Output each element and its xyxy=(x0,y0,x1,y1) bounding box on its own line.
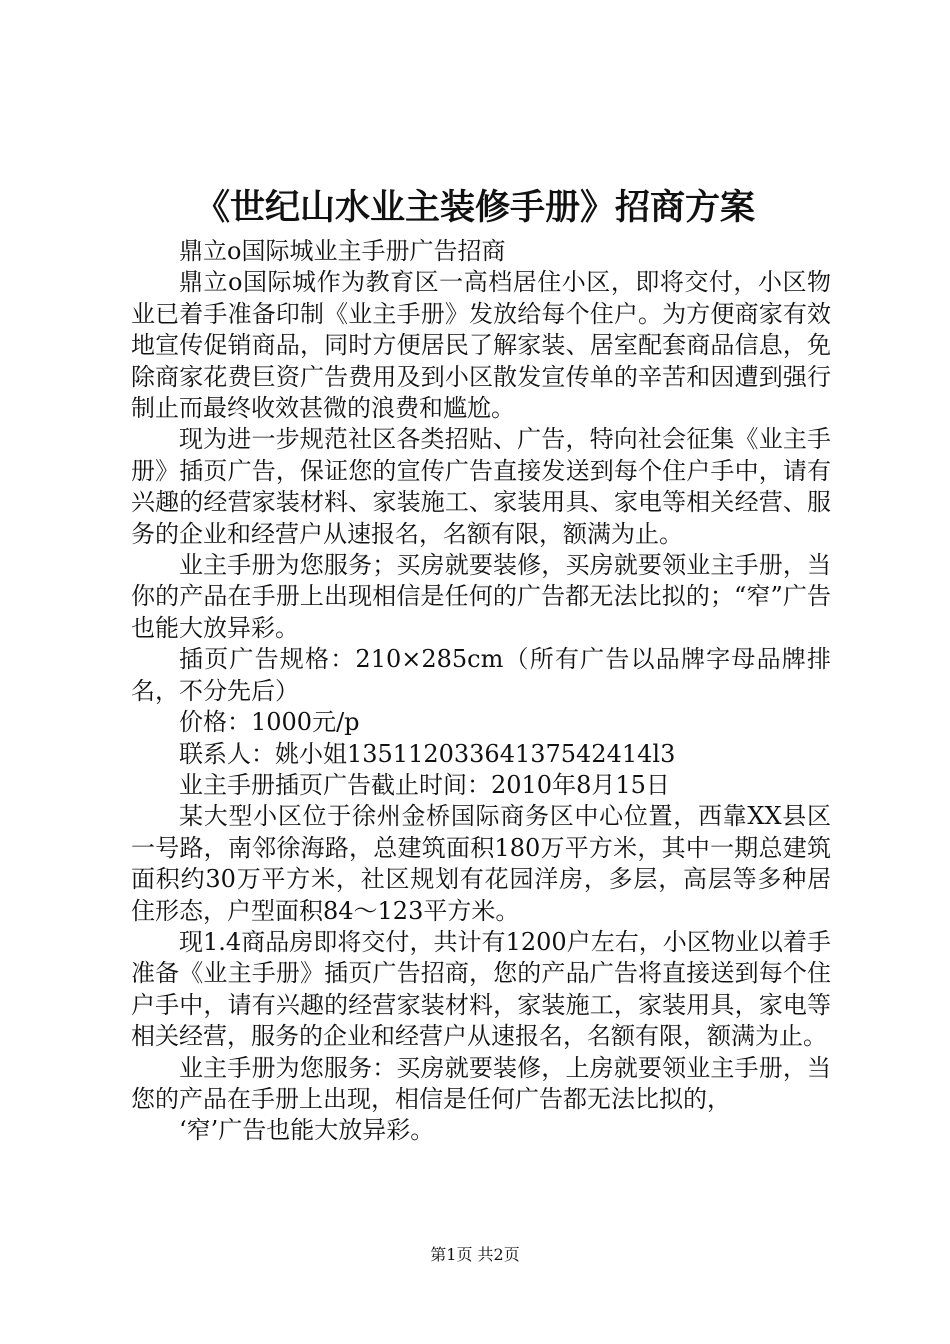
paragraph: 现为进一步规范社区各类招贴、广告，特向社会征集《业主手册》插页广告，保证您的宣传广告直接发送到每个住户手中，请有兴趣的经营家装材料、家装施工、家装用具、家电等相关经营、服务的企业和经营户从速报名，名额有限，额满为止。 xyxy=(131,425,831,548)
paragraph-heading: 鼎立ο国际城业主手册广告招商 xyxy=(179,237,506,265)
paragraph: 业主手册为您服务；买房就要装修，买房就要领业主手册，当你的产品在手册上出现相信是任何的广告都无法比拟的；“窄”广告也能大放异彩。 xyxy=(131,551,831,642)
document-body xyxy=(131,236,831,1147)
paragraph: 联系人：姚小姐13511203364137542414l3 xyxy=(179,739,676,768)
paragraph: 现1.4商品房即将交付，共计有1200户左右，小区物业以着手准备《业主手册》插页广告招商，您的产品广告将直接送到每个住户手中，请有兴趣的经营家装材料，家装施工，家装用具，家电等相关经营，服务的企业和经营户从速报名，名额有限，额满为止。 xyxy=(131,927,831,1051)
paragraph: 业主手册为您服务：买房就要装修，上房就要领业主手册，当您的产品在手册上出现，相信是任何广告都无法比拟的， xyxy=(131,1053,831,1113)
paragraph: 业主手册插页广告截止时间：2010年8月15日 xyxy=(179,770,670,799)
document-title: 《世纪山水业主装修手册》招商方案 xyxy=(194,187,755,228)
paragraph: 鼎立ο国际城作为教育区一高档居住小区，即将交付，小区物业已着手准备印制《业主手册》发放给每个住户。为方便商家有效地宣传促销商品，同时方便居民了解家装、居室配套商品信息，免除商家花费巨资广告费用及到小区散发宣传单的辛苦和因遭到强行制止而最终收效甚微的浪费和尴尬。 xyxy=(131,268,831,423)
paragraph: 插页广告规格：210×285cm（所有广告以品牌字母品牌排名，不分先后） xyxy=(131,645,831,705)
paragraph: 价格：1000元/p xyxy=(179,708,360,737)
paragraph: ‘窄’广告也能大放异彩。 xyxy=(179,1116,435,1145)
page-footer: 第1页 共2页 xyxy=(430,1245,520,1264)
paragraph: 某大型小区位于徐州金桥国际商务区中心位置，西靠XX县区一号路，南邻徐海路，总建筑面积180万平方米，其中一期总建筑面积约30万平方米，社区规划有花园洋房，多层，高层等多种居住形态，户型面积84～123平方米。 xyxy=(131,802,831,925)
